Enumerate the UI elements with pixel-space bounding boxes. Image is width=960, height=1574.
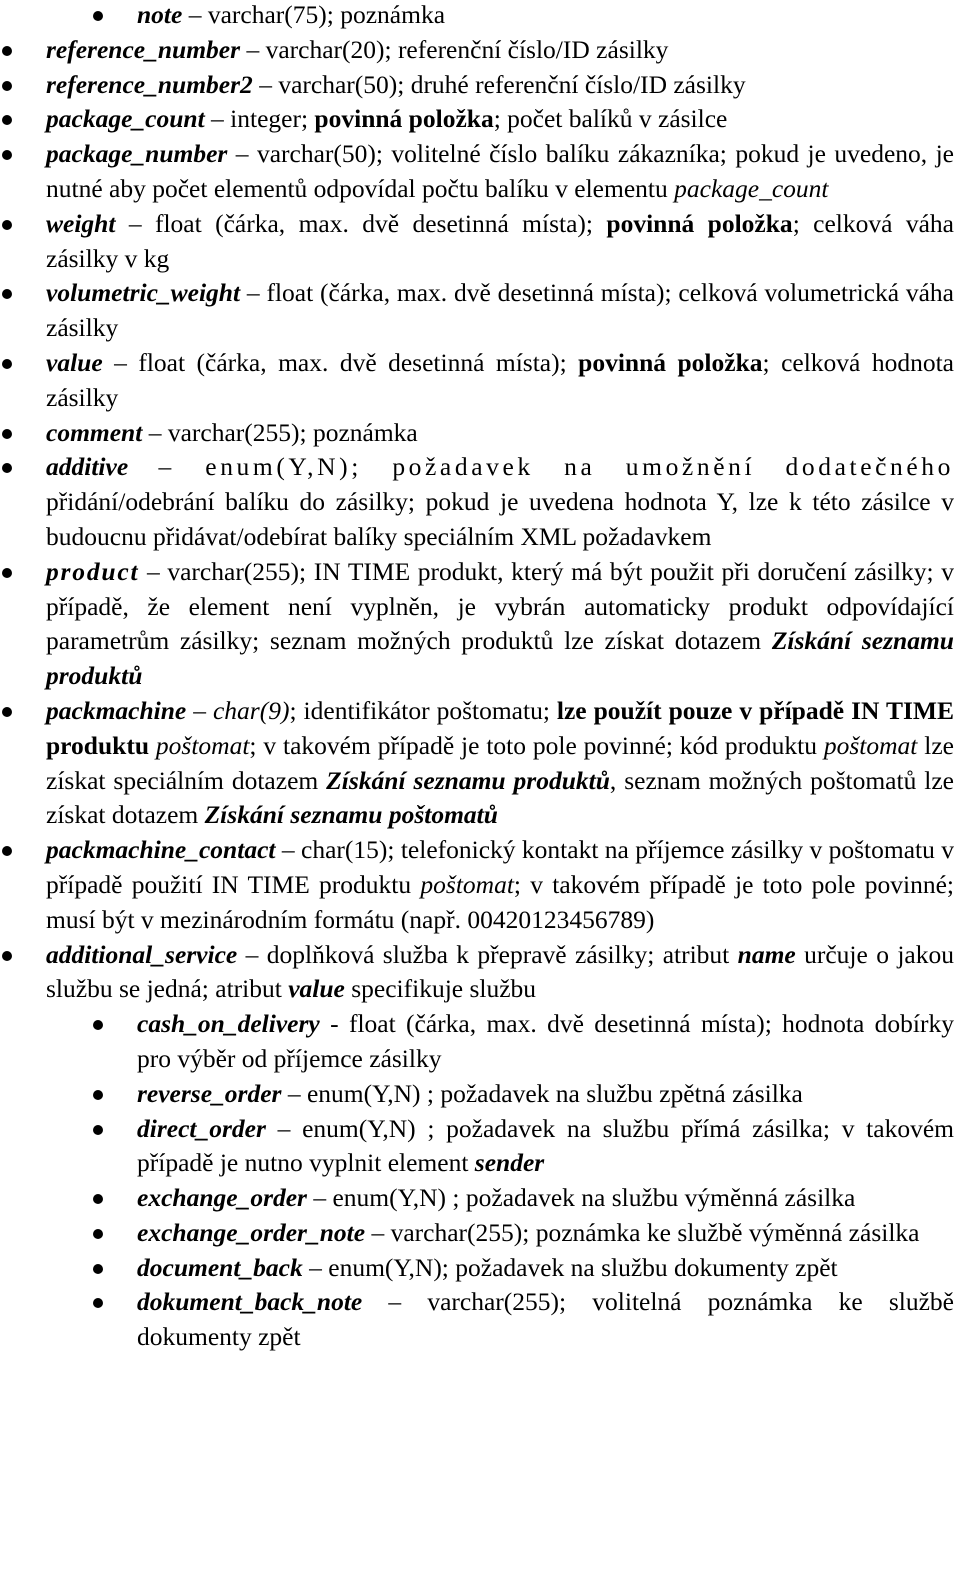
list-item-additive [46,450,954,554]
field-desc: – [186,695,213,725]
field-desc: – varchar(20); referenční číslo/ID zásilky [240,34,669,64]
field-term: packmachine [46,695,187,725]
field-term: reference_number [46,34,241,64]
field-term: document_back [137,1252,303,1282]
list-item-reference-number2 [46,68,954,103]
field-term: packmachine_contact [46,835,276,865]
field-desc: – integer; [204,104,315,134]
required-label: povinná položka [314,104,494,134]
field-desc: lze získat speciálním dotazem [46,730,954,795]
field-term: package_number [46,139,228,169]
doc-ref: Získání seznamu produktů [46,626,954,691]
list-item-package-count [46,102,954,137]
field-term: additional_service [46,939,238,969]
field-desc: přidání/odebrání balíku do zásilky; pokud je uvedena hodnota Y, lze k této zásilce v budoucnu přidávat/odebírat balíky speciálním XML požadavkem [46,487,954,551]
product-name: poštomat [155,730,250,760]
field-term: weight [46,208,116,238]
attr-name: value [288,974,345,1004]
bold-note: lze použít pouze v případě IN TIME produktu [46,695,954,760]
list-item-reverse-order [137,1077,954,1112]
doc-ref: Získání seznamu produktů [326,765,610,795]
field-desc: ; celková hodnota zásilky [46,347,954,412]
field-desc: specifikuje službu [344,974,537,1004]
field-desc: – enum(Y,N); požadavek na službu dokumenty zpět [302,1252,838,1282]
field-term: product [46,556,140,586]
field-type: char(9) [212,695,290,725]
field-desc: ; v takovém případě je toto pole povinné; musí být v mezinárodním formátu (např. 00420123456789) [46,869,954,934]
list-item-package-number [46,137,954,207]
list-item-product [46,555,954,694]
list-item-exchange-order-note [137,1216,954,1251]
field-term: value [46,347,103,377]
list-item-cash-on-delivery [137,1007,954,1077]
field-desc: – float (čárka, max. dvě desetinná místa); celková volumetrická váha zásilky [46,278,954,343]
element-name: sender [474,1148,545,1178]
field-term: reverse_order [137,1078,282,1108]
list-item-comment [46,416,954,451]
list-item-additional-service [46,938,954,1356]
field-desc: určuje o jakou službu se jedná; atribut [46,939,954,1004]
field-desc: – enum(Y,N) ; požadavek na službu výměnná zásilka [306,1183,856,1213]
list-item-packmachine [46,694,954,833]
list-item-document-back [137,1251,954,1286]
field-desc: , seznam možných poštomatů lze získat dotazem [46,765,954,830]
field-desc: – enum(Y,N); požadavek na umožnění dodatečného [128,452,954,482]
field-term: reference_number2 [46,69,253,99]
field-desc: – varchar(50); druhé referenční číslo/ID zásilky [252,69,746,99]
field-term: volumetric_weight [46,278,241,308]
doc-ref: Získání seznamu poštomatů [204,800,498,830]
list-item-weight [46,207,954,277]
list-item-value [46,346,954,416]
field-desc: ; v takovém případě je toto pole povinné; kód produktu [249,730,824,760]
field-desc: – float (čárka, max. dvě desetinná místa); [115,208,607,238]
field-term: exchange_order [137,1183,307,1213]
attr-name: name [737,939,796,969]
field-desc: – varchar(50); volitelné číslo balíku zákazníka; pokud je uvedeno, je nutné aby počet elementů odpovídal počtu balíku v elementu [46,139,954,203]
required-label: povinná položka [578,347,763,377]
field-term: dokument_back_note [137,1287,363,1317]
field-desc: ; celková váha zásilky v kg [46,208,954,273]
product-name: poštomat [420,869,514,899]
list-item-reference-number [46,33,954,68]
field-term: package_count [46,104,205,134]
field-term: exchange_order_note [137,1217,366,1247]
product-name: poštomat [823,730,918,760]
field-desc: – float (čárka, max. dvě desetinná místa); [102,347,579,377]
field-desc: – varchar(75); poznámka [182,0,446,29]
field-desc: – varchar(255); poznámka ke službě výměnná zásilka [365,1217,920,1247]
field-desc: ; počet balíků v zásilce [493,104,728,134]
field-desc: ; identifikátor poštomatu; [289,695,557,725]
required-label: povinná položka [606,208,793,238]
field-desc: – enum(Y,N) ; požadavek na službu přímá zásilka; v takovém případě je nutno vyplnit element [137,1113,954,1178]
field-desc: – char(15); telefonický kontakt na příjemce zásilky v poštomatu v případě použití IN TIME produktu [46,835,954,899]
list-item-packmachine-contact [46,833,954,937]
list-item-dokument-back-note [137,1285,954,1355]
field-ref: package_count [674,173,829,203]
field-desc: – enum(Y,N) ; požadavek na službu zpětná zásilka [281,1078,803,1108]
field-term: note [137,0,183,29]
list-item-direct-order [137,1112,954,1182]
field-term: additive [46,452,129,482]
list-item-volumetric-weight [46,276,954,346]
field-desc: – varchar(255); IN TIME produkt, který má být použit při doručení zásilky; v případě, že element není vyplněn, je vybrán automaticky produkt odpovídající parametrům zásilky; seznam možných produktů lze získat dotazem [46,556,954,656]
field-desc [149,731,156,760]
list-item-note [137,0,954,33]
field-desc: – doplňková služba k přepravě zásilky; atribut [237,939,738,969]
field-desc: – varchar(255); poznámka [142,417,418,447]
field-term: direct_order [137,1113,266,1143]
service-list [46,1007,954,1355]
field-desc: - float (čárka, max. dvě desetinná místa); hodnota dobírky pro výběr od příjemce zásilky [137,1009,954,1073]
field-term: cash_on_delivery [137,1009,320,1039]
field-desc: – varchar(255); volitelná poznámka ke službě dokumenty zpět [137,1287,954,1352]
field-term: comment [46,417,143,447]
list-item-exchange-order [137,1181,954,1216]
